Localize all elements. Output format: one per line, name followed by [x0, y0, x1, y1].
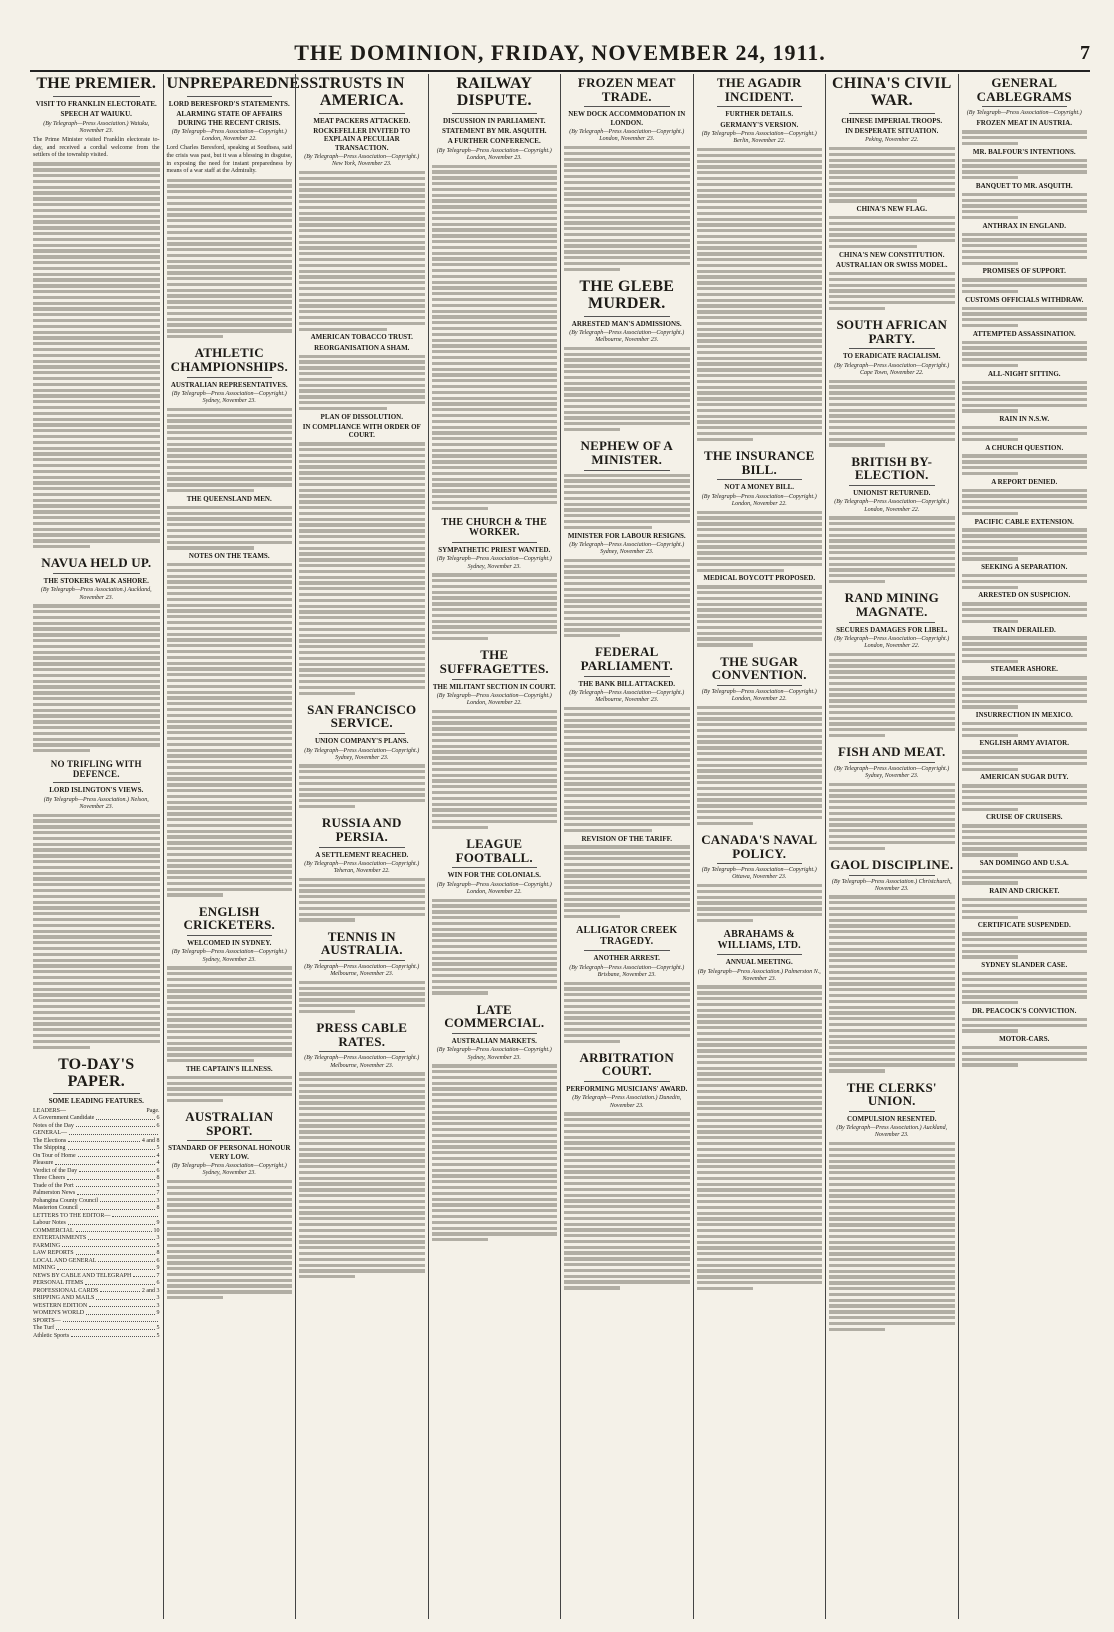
index-entry	[33, 1235, 160, 1243]
headline: THE INSURANCE BILL.	[703, 448, 815, 477]
subheadline: ROCKEFELLER INVITED TO EXPLAIN A PECULIAR TRANSACTION.	[313, 126, 411, 152]
headline: THE GLEBE MURDER.	[579, 277, 675, 312]
subheadline: REVISION OF THE TARIFF.	[581, 834, 672, 843]
dateline: (By Telegraph—Press Association—Copyright.) Melbourne, November 23.	[304, 1055, 420, 1069]
cablegram-heading: PACIFIC CABLE EXTENSION.	[974, 517, 1074, 526]
subheadline: ALARMING STATE OF AFFAIRS DURING THE RECENT CRISIS.	[176, 110, 283, 127]
dateline: (By Telegraph—Press Association—Copyright.) Sydney, November 23.	[304, 747, 420, 761]
cablegram-heading: A REPORT DENIED.	[991, 477, 1058, 486]
subheadline: SPEECH AT WAIUKU.	[60, 110, 132, 119]
dateline: (By Telegraph—Press Association—Copyright.) Melbourne, November 23.	[569, 329, 685, 344]
index-entry-page: 5	[156, 1145, 160, 1152]
headline: NEPHEW OF A MINISTER.	[580, 438, 673, 467]
story-general-cablegrams	[962, 76, 1088, 1067]
dateline: (By Telegraph—Press Association—Copyright.) London, November 22.	[701, 493, 817, 507]
index-entry-page: 9	[156, 1310, 160, 1317]
story-railway-dispute	[432, 76, 558, 510]
cablegram-heading: ANTHRAX IN ENGLAND.	[982, 221, 1066, 230]
index-entry	[33, 1288, 160, 1296]
headline: SAN FRANCISCO SERVICE.	[307, 701, 417, 731]
subheadline: WELCOMED IN SYDNEY.	[187, 939, 272, 947]
dateline: (By Telegraph—Press Association—Copyright.) Ottawa, November 23.	[701, 867, 817, 881]
cablegram-heading: MOTOR-CARS.	[999, 1035, 1050, 1044]
subheadline: ARRESTED MAN'S ADMISSIONS.	[571, 319, 682, 328]
index-header: LEADERS— Page.	[33, 1107, 160, 1114]
index-entry-label: Notes of the Day	[33, 1122, 74, 1129]
cablegram-heading: AMERICAN SUGAR DUTY.	[980, 773, 1069, 782]
story-south-african-party	[829, 318, 955, 447]
story-todays-paper	[33, 1057, 160, 1340]
dateline: (By Telegraph—Press Association—Copyright.) Sydney, November 23.	[171, 949, 287, 963]
subheadline: MEAT PACKERS ATTACKED.	[313, 116, 411, 125]
cablegram-heading: ATTEMPTED ASSASSINATION.	[972, 329, 1076, 338]
subheadline: AUSTRALIAN MARKETS.	[451, 1036, 537, 1045]
index-entry-page: 5	[156, 1332, 160, 1339]
newspaper-columns	[30, 74, 1090, 1619]
dateline: (By Telegraph—Press Association.) Palmerston N., November 23.	[697, 968, 821, 982]
column-7	[825, 74, 958, 1619]
index-entry	[33, 1115, 160, 1123]
index-entry	[33, 1160, 160, 1168]
dateline: (By Telegraph—Press Association—Copyright.) Sydney, November 23.	[171, 391, 287, 405]
index-entry-page: 2 and 3	[141, 1287, 160, 1294]
cablegram-heading: CUSTOMS OFFICIALS WITHDRAW.	[965, 295, 1084, 304]
headline: SOUTH AFRICAN PARTY.	[836, 317, 948, 346]
subheadline: GERMANY'S VERSION.	[720, 120, 799, 129]
story-insurance-bill	[697, 449, 823, 646]
index-entry	[33, 1175, 160, 1183]
story-lead: Lord Charles Beresford, speaking at Southsea, said the crisis was past, but it was a blessing in disguise, in exposing the need for instant preparedness by means of a war staff at the Admiralty.	[166, 145, 292, 175]
index-entry-label: MINING	[33, 1265, 56, 1272]
cablegram-heading: A CHURCH QUESTION.	[985, 443, 1064, 452]
headline: FISH AND MEAT.	[838, 744, 946, 760]
headline: THE AGADIR INCIDENT.	[716, 75, 802, 104]
index-entry-page: 8	[156, 1175, 160, 1182]
dateline: (By Telegraph—Press Association.) Nelson, November 23.	[43, 796, 149, 810]
dateline: (By Telegraph—Press Association.) Christchurch, November 23.	[831, 878, 952, 892]
cablegram-heading: SEEKING A SEPARATION.	[981, 563, 1068, 572]
dateline: (By Telegraph—Press Association—Copyright.) London, November 22.	[834, 499, 950, 513]
subheadline: CHINA'S NEW FLAG.	[856, 205, 927, 214]
index-entry-page: 6	[156, 1257, 160, 1264]
dateline: (By Telegraph—Press Association—Copyright.) London, November 22.	[436, 881, 552, 895]
subheadline: UNION COMPANY'S PLANS.	[315, 737, 409, 746]
headline: LATE COMMERCIAL.	[444, 1001, 545, 1031]
headline: FROZEN MEAT TRADE.	[577, 75, 676, 104]
subheadline: AMERICAN TOBACCO TRUST.	[310, 333, 413, 342]
index-entry	[33, 1333, 160, 1341]
index-entry-label: Pleasure	[33, 1160, 54, 1167]
headline: NAVUA HELD UP.	[41, 555, 152, 571]
dateline: (By Telegraph—Press Association—Copyright.) London, November 23.	[436, 147, 552, 161]
index-entry-label: Pohangina County Council	[33, 1197, 98, 1204]
cablegram-heading: STEAMER ASHORE.	[990, 665, 1058, 674]
dateline: (By Telegraph—Press Association—Copyright.) London, November 22.	[701, 688, 817, 703]
index-entry-page: 3	[156, 1302, 160, 1309]
index-entry-page: 4	[156, 1152, 160, 1159]
headline: FEDERAL PARLIAMENT.	[580, 644, 673, 674]
cablegram-heading: ARRESTED ON SUSPICION.	[978, 591, 1071, 600]
dateline: (By Telegraph—Press Association—Copyright.) London, November 23.	[569, 129, 685, 143]
index-entry	[33, 1183, 160, 1191]
dateline: (By Telegraph—Press Association—Copyright.) Sydney, November 23.	[569, 541, 685, 556]
subheadline: MEDICAL BOYCOTT PROPOSED.	[703, 574, 816, 583]
index-entry-page: 5	[156, 1325, 160, 1332]
index-entry	[33, 1310, 160, 1318]
headline: PRESS CABLE RATES.	[316, 1020, 408, 1049]
cablegram-heading: MR. BALFOUR'S INTENTIONS.	[972, 147, 1076, 156]
index-entry	[33, 1243, 160, 1251]
headline: CANADA'S NAVAL POLICY.	[701, 831, 818, 861]
index-entry-page: 9	[156, 1265, 160, 1272]
story-agadir-incident	[697, 76, 823, 441]
index-entry	[33, 1123, 160, 1131]
index-entry	[33, 1325, 160, 1333]
story-navua-held-up	[33, 556, 160, 752]
story-trusts-in-america	[299, 76, 425, 695]
column-5	[560, 74, 693, 1619]
story-frozen-meat-trade	[564, 76, 690, 271]
subheadline: STATEMENT BY MR. ASQUITH.	[441, 126, 547, 135]
index-entry	[33, 1303, 160, 1311]
index-entry-page: 3	[156, 1235, 160, 1242]
cablegram-heading: PROMISES OF SUPPORT.	[982, 267, 1066, 276]
index-entry-label: Three Cheers	[33, 1175, 66, 1182]
subheadline: CHINESE IMPERIAL TROOPS.	[841, 116, 943, 125]
index-entry-page: 3	[156, 1197, 160, 1204]
subheadline: SECURES DAMAGES FOR LIBEL.	[836, 625, 948, 634]
headline: RUSSIA AND PERSIA.	[321, 815, 402, 844]
index-entry-label: The Turf	[33, 1325, 55, 1332]
subheadline: REORGANISATION A SHAM.	[314, 343, 410, 352]
masthead	[30, 38, 1090, 72]
column-6	[693, 74, 826, 1619]
story-russia-and-persia	[299, 816, 425, 921]
index-entry	[33, 1265, 160, 1273]
index-entry	[33, 1213, 160, 1221]
index-entry-label: GENERAL—	[33, 1130, 67, 1137]
subheadline: DISCUSSION IN PARLIAMENT.	[442, 116, 546, 125]
dateline: (By Telegraph—Press Association—Copyright.) Sydney, November 23.	[436, 556, 552, 570]
cablegram-heading: INSURRECTION IN MEXICO.	[975, 711, 1073, 720]
story-gaol-discipline	[829, 858, 955, 1073]
story-sugar-convention	[697, 655, 823, 825]
index-entry	[33, 1138, 160, 1146]
headline: RAND MINING MAGNATE.	[844, 590, 939, 619]
subheadline: LORD ISLINGTON'S VIEWS.	[49, 786, 144, 795]
index-entry-label: On Tour of Home	[33, 1152, 76, 1159]
subheadline: STANDARD OF PERSONAL HONOUR VERY LOW.	[168, 1144, 291, 1161]
index-entry-page: 6	[156, 1167, 160, 1174]
index-entry-page: 6	[156, 1115, 160, 1122]
dateline: (By Telegraph—Press Association—Copyright.) Teheran, November 22.	[304, 860, 420, 875]
index-entry	[33, 1220, 160, 1228]
headline: THE PREMIER.	[36, 75, 157, 92]
subheadline: AUSTRALIAN REPRESENTATIVES.	[170, 380, 288, 389]
story-abrahams-williams	[697, 930, 823, 1290]
headline: ABRAHAMS & WILLIAMS, LTD.	[717, 929, 801, 951]
headline: ALLIGATOR CREEK TRAGEDY.	[576, 925, 678, 947]
subheadline: MINISTER FOR LABOUR RESIGNS.	[567, 531, 686, 540]
story-fish-and-meat	[829, 745, 955, 850]
story-nephew-of-a-minister	[564, 439, 690, 637]
contents-index	[33, 1115, 160, 1340]
subheadline: WIN FOR THE COLONIALS.	[447, 871, 541, 880]
index-entry-label: WOMEN'S WORLD	[33, 1310, 85, 1317]
subheadline: NOTES ON THE TEAMS.	[188, 552, 270, 561]
dateline: (By Telegraph—Press Association.) Waiuku, November 23.	[43, 120, 150, 134]
index-entry-label: The Shipping	[33, 1145, 66, 1152]
index-entry-page: 7	[156, 1190, 160, 1197]
cablegram-heading: FROZEN MEAT IN AUSTRIA.	[976, 119, 1072, 128]
story-press-cable-rates	[299, 1021, 425, 1278]
headline: UNPREPAREDNESS.	[166, 75, 323, 92]
index-entry	[33, 1228, 160, 1236]
story-rand-mining-magnate	[829, 591, 955, 737]
index-entry-label: ENTERTAINMENTS	[33, 1235, 87, 1242]
dateline: (By Telegraph—Press Association—Copyright.) Brisbane, November 23.	[569, 964, 685, 978]
index-entry-page: 3	[156, 1295, 160, 1302]
dateline: (By Telegraph—Press Association.) Auckland, November 23.	[836, 1125, 948, 1139]
index-entry-label: LAW REPORTS	[33, 1250, 74, 1257]
cablegram-heading: TRAIN DERAILED.	[992, 625, 1056, 634]
index-entry-page: 9	[156, 1220, 160, 1227]
story-glebe-murder	[564, 279, 690, 431]
headline: BRITISH BY-ELECTION.	[851, 453, 933, 483]
headline: GENERAL CABLEGRAMS	[976, 75, 1072, 104]
index-entry-label: LETTERS TO THE EDITOR—	[33, 1212, 111, 1219]
subheadline: SOME LEADING FEATURES.	[48, 1097, 144, 1106]
subheadline: THE BANK BILL ATTACKED.	[578, 679, 676, 688]
cablegram-heading: DR. PEACOCK'S CONVICTION.	[972, 1006, 1077, 1015]
story-no-trifling-with-defence	[33, 760, 160, 1048]
index-entry-page: 4	[156, 1160, 160, 1167]
dateline: (By Telegraph—Press Association—Copyright.) Melbourne, November 23.	[304, 963, 420, 978]
subheadline: THE CAPTAIN'S ILLNESS.	[185, 1064, 273, 1073]
story-the-premier	[33, 76, 160, 548]
index-entry-label: SPORTS—	[33, 1317, 61, 1324]
cablegram-heading: RAIN AND CRICKET.	[989, 887, 1060, 896]
index-entry-label: Labour Notes	[33, 1220, 66, 1227]
index-entry	[33, 1250, 160, 1258]
column-1	[30, 74, 163, 1619]
story-late-commercial	[432, 1003, 558, 1242]
headline: LEAGUE FOOTBALL.	[455, 836, 533, 865]
subheadline: THE QUEENSLAND MEN.	[186, 494, 272, 503]
subheadline: NOT A MONEY BILL.	[724, 483, 795, 492]
dateline: (By Telegraph—Press Association.) Dunedin, November 23.	[572, 1095, 682, 1109]
story-league-football	[432, 837, 558, 995]
newspaper-title: THE DOMINION, FRIDAY, NOVEMBER 24, 1911.	[294, 40, 826, 65]
headline: ATHLETIC CHAMPIONSHIPS.	[170, 345, 288, 374]
index-entry	[33, 1198, 160, 1206]
column-2	[163, 74, 323, 1619]
index-entry	[33, 1190, 160, 1198]
story-athletic-championships	[167, 346, 293, 896]
column-8	[958, 74, 1091, 1619]
headline: ARBITRATION COURT.	[579, 1049, 674, 1079]
subheadline: THE STOKERS WALK ASHORE.	[43, 577, 149, 585]
dateline: (By Telegraph—Press Association—Copyright.) Sydney, November 23.	[171, 1163, 287, 1177]
subheadline: SYMPATHETIC PRIEST WANTED.	[438, 545, 551, 554]
index-entry-page: 8	[156, 1250, 160, 1257]
story-lead: The Prime Minister visited Franklin electorate to-day, and received a cordial welcome from the settlers of the township visited.	[33, 136, 160, 159]
dateline: (By Telegraph—Press Association—Copyright.) London, November 22.	[834, 635, 950, 650]
subheadline: A FURTHER CONFERENCE.	[447, 137, 541, 146]
index-entry-label: The Elections	[33, 1137, 67, 1144]
headline: GAOL DISCIPLINE.	[830, 856, 954, 872]
index-entry	[33, 1258, 160, 1266]
subheadline: UNIONIST RETURNED.	[853, 488, 931, 497]
story-clerks-union	[829, 1081, 955, 1331]
index-entry-label: Masterton Council	[33, 1205, 78, 1212]
dateline: (By Telegraph—Press Association—Copyright.) Melbourne, November 23.	[569, 690, 685, 704]
index-entry-page: 7	[156, 1272, 160, 1279]
cablegram-heading: SAN DOMINGO AND U.S.A.	[979, 859, 1069, 867]
index-entry-label: LOCAL AND GENERAL	[33, 1257, 97, 1264]
story-federal-parliament	[564, 645, 690, 918]
subheadline: LORD BERESFORD'S STATEMENTS.	[168, 99, 290, 108]
index-entry	[33, 1280, 160, 1288]
subheadline: ANNUAL MEETING.	[725, 958, 793, 967]
story-canadas-naval-policy	[697, 833, 823, 922]
headline: AUSTRALIAN SPORT.	[185, 1109, 274, 1138]
page-number: 7	[1080, 42, 1090, 64]
index-entry-label: FARMING	[33, 1242, 61, 1249]
story-british-by-election	[829, 455, 955, 584]
index-entry-page: 3	[156, 1182, 160, 1189]
index-entry-label: COMMERCIAL	[33, 1227, 74, 1234]
subheadline: PERFORMING MUSICIANS' AWARD.	[566, 1085, 688, 1094]
index-entry	[33, 1295, 160, 1303]
headline: TENNIS IN AUSTRALIA.	[320, 928, 403, 958]
headline: NO TRIFLING WITH DEFENCE.	[50, 759, 142, 779]
story-chinas-civil-war	[829, 76, 955, 310]
cablegram-heading: SYDNEY SLANDER CASE.	[981, 961, 1068, 970]
index-entry-label: PERSONAL ITEMS	[33, 1280, 84, 1287]
headline: THE CLERKS' UNION.	[846, 1079, 937, 1109]
subheadline: FURTHER DETAILS.	[725, 110, 794, 119]
subheadline: CHINA'S NEW CONSTITUTION.	[839, 250, 945, 259]
story-english-cricketers	[167, 905, 293, 1102]
index-entry	[33, 1145, 160, 1153]
index-entry-page: 4 and 8	[141, 1137, 160, 1144]
cablegram-heading: CERTIFICATE SUSPENDED.	[977, 921, 1071, 930]
story-suffragettes	[432, 648, 558, 829]
headline: TO-DAY'S PAPER.	[58, 1055, 135, 1090]
subheadline: THE MILITANT SECTION IN COURT.	[432, 682, 556, 691]
story-tennis-in-australia	[299, 930, 425, 1013]
subheadline: NEW DOCK ACCOMMODATION IN LONDON.	[568, 110, 686, 127]
index-entry-page: 6	[156, 1122, 160, 1129]
story-alligator-creek-tragedy	[564, 926, 690, 1043]
subheadline: IN DESPERATE SITUATION.	[845, 126, 939, 135]
cablegram-list	[962, 119, 1088, 1066]
index-entry-label: NEWS BY CABLE AND TELEGRAPH	[33, 1272, 132, 1279]
cablegram-heading: CRUISE OF CRUISERS.	[985, 813, 1063, 822]
index-entry	[33, 1153, 160, 1161]
dateline: (By Telegraph—Press Association—Copyright.) Sydney, November 23.	[436, 1047, 552, 1061]
dateline: (By Telegraph—Press Association—Copyright.)	[966, 110, 1082, 117]
index-entry	[33, 1205, 160, 1213]
index-entry-label: Athletic Sports	[33, 1332, 70, 1339]
headline: THE SUFFRAGETTES.	[439, 647, 549, 676]
index-entry-page: 8	[156, 1205, 160, 1212]
story-australian-sport	[167, 1110, 293, 1299]
column-4	[428, 74, 561, 1619]
headline: CHINA'S CIVIL WAR.	[831, 75, 952, 109]
subheadline: AUSTRALIAN OR SWISS MODEL.	[835, 261, 948, 270]
index-entry-label: PROFESSIONAL CARDS	[33, 1287, 99, 1294]
headline: TRUSTS IN AMERICA.	[318, 75, 405, 109]
dateline: (By Telegraph—Press Association—Copyright.) New York, November 23.	[304, 154, 420, 168]
story-san-francisco-service	[299, 703, 425, 808]
index-entry-page: 6	[156, 1280, 160, 1287]
dateline: (By Telegraph—Press Association—Copyright.) Sydney, November 23.	[834, 765, 950, 780]
index-entry-label: A Government Candidate	[33, 1115, 95, 1122]
cablegram-heading: RAIN IN N.S.W.	[999, 415, 1050, 424]
index-entry-label: Verdict of the Day	[33, 1167, 78, 1174]
subheadline: PLAN OF DISSOLUTION.	[320, 412, 403, 421]
subheadline: COMPULSION RESENTED.	[847, 1114, 937, 1123]
subheadline: A SETTLEMENT REACHED.	[315, 850, 409, 859]
headline: THE SUGAR CONVENTION.	[711, 653, 807, 683]
headline: THE CHURCH & THE WORKER.	[441, 516, 548, 539]
cablegram-heading: ALL-NIGHT SITTING.	[987, 369, 1061, 378]
headline: ENGLISH CRICKETERS.	[183, 903, 275, 933]
index-entry-label: SHIPPING AND MAILS	[33, 1295, 95, 1302]
index-entry-page: 5	[156, 1242, 160, 1249]
index-entry	[33, 1130, 160, 1138]
story-church-and-worker	[432, 518, 558, 640]
index-entry-label: WESTERN EDITION	[33, 1302, 88, 1309]
column-3	[295, 74, 428, 1619]
index-entry	[33, 1168, 160, 1176]
subheadline: TO ERADICATE RACIALISM.	[842, 352, 941, 361]
cablegram-heading: ENGLISH ARMY AVIATOR.	[979, 739, 1069, 748]
subheadline: ANOTHER ARREST.	[593, 954, 660, 963]
index-entry-label: Trade of the Port	[33, 1182, 74, 1189]
dateline: (By Telegraph—Press Association—Copyright.) Cape Town, November 22.	[834, 362, 950, 376]
story-arbitration-court	[564, 1051, 690, 1290]
index-entry-page: 10	[153, 1227, 160, 1234]
dateline: (By Telegraph—Press Association—Copyright.) London, November 22.	[436, 692, 552, 707]
subheadline: IN COMPLIANCE WITH ORDER OF COURT.	[302, 422, 421, 440]
index-entry	[33, 1273, 160, 1281]
headline: RAILWAY DISPUTE.	[456, 75, 533, 109]
dateline: (By Telegraph—Press Association.) Auckland, November 23.	[40, 587, 152, 601]
dateline: (By Telegraph—Press Association—Copyright.) London, November 22.	[171, 128, 287, 143]
subheadline: VISIT TO FRANKLIN ELECTORATE.	[35, 99, 157, 108]
index-entry-label: Palmerston News	[33, 1190, 76, 1197]
story-unpreparedness	[166, 75, 323, 338]
dateline: (By Telegraph—Press Association—Copyright.) Berlin, November 22.	[701, 131, 817, 145]
cablegram-heading: BANQUET TO MR. ASQUITH.	[975, 181, 1073, 190]
dateline: Peking, November 22.	[865, 137, 919, 144]
